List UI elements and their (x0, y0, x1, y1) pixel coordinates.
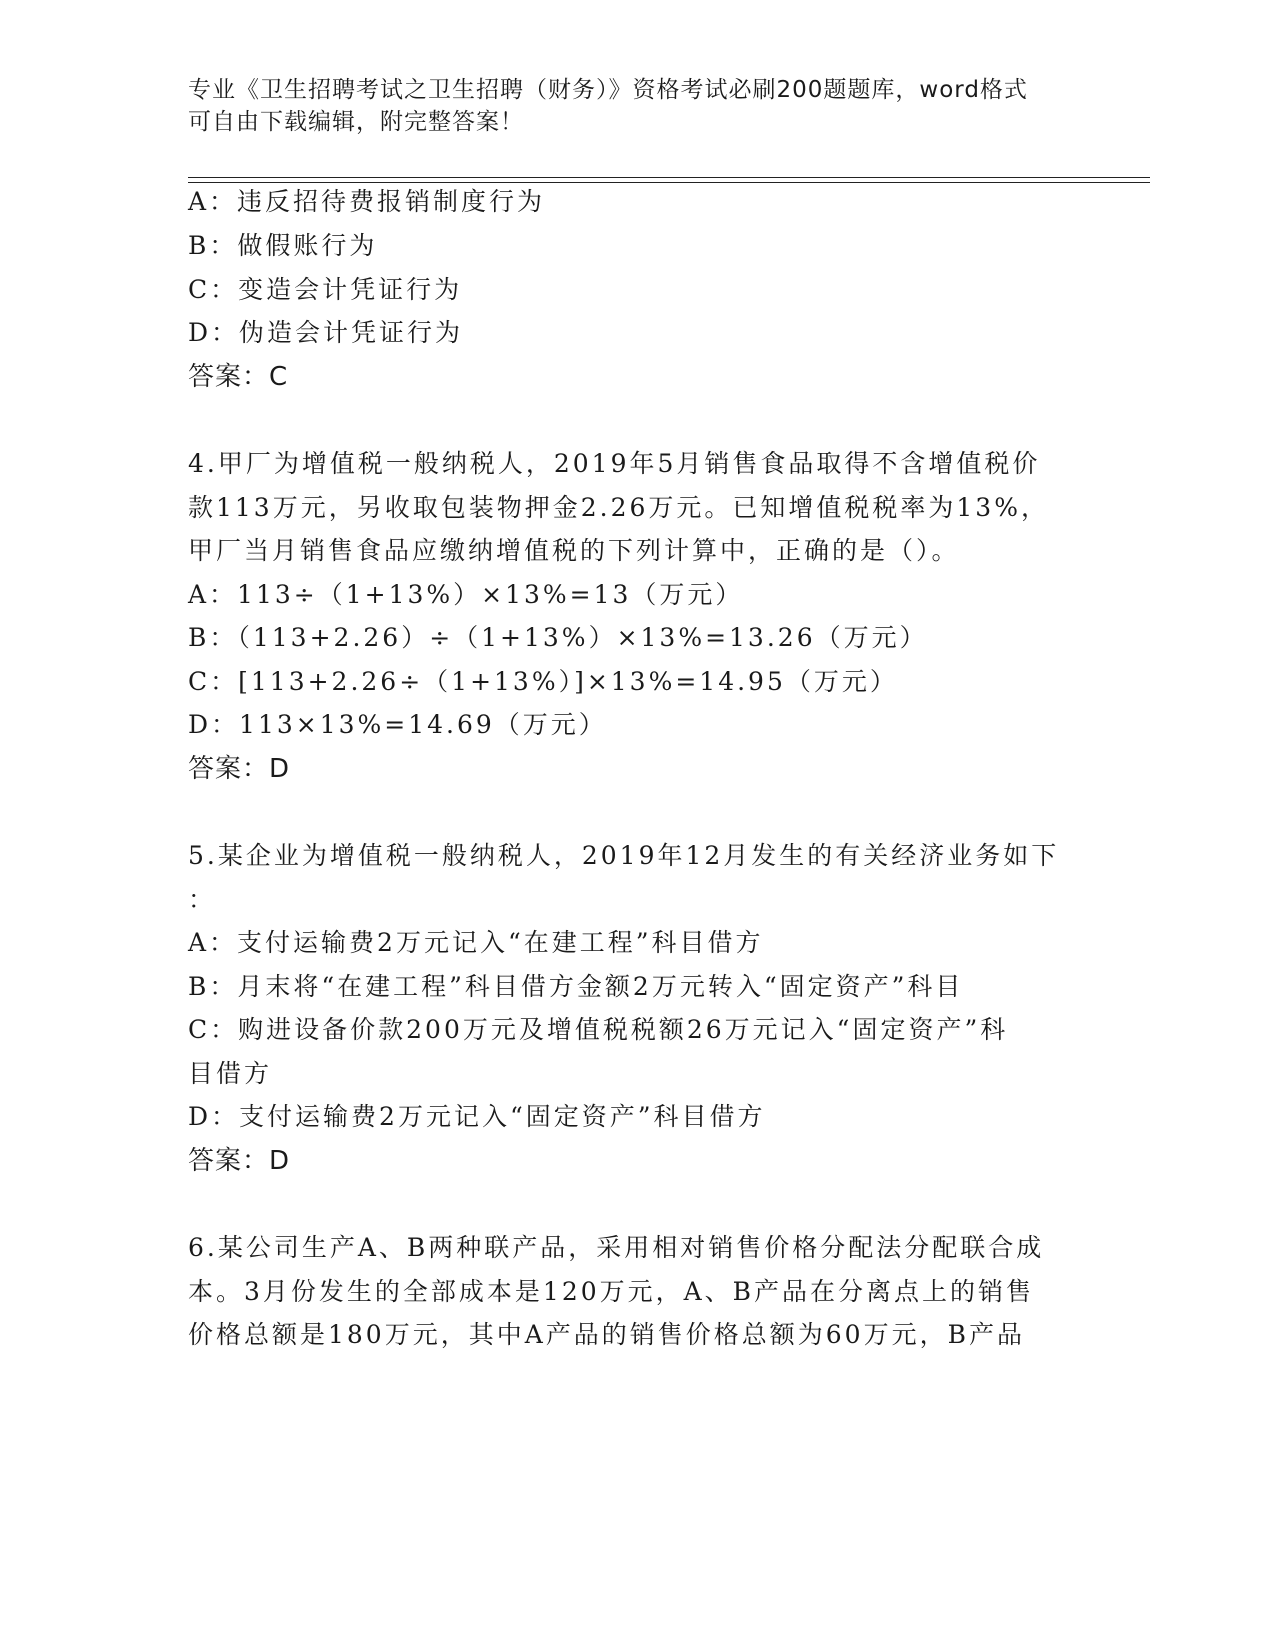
header-line: 可自由下载编辑，附完整答案！ (188, 109, 524, 135)
option-c: C：购进设备价款200万元及增值税税额26万元记入“固定资产”科 (188, 1015, 1009, 1044)
option-c-continued: 目借方 (188, 1059, 273, 1088)
answer-line: 答案：D (188, 754, 291, 784)
option-d: D：支付运输费2万元记入“固定资产”科目借方 (188, 1102, 766, 1131)
option-c: C：变造会计凭证行为 (188, 275, 463, 304)
option-a: A：支付运输费2万元记入“在建工程”科目借方 (188, 928, 764, 957)
question-stem-line: 款113万元，另收取包装物押金2.26万元。已知增值税税率为13%， (188, 493, 1049, 522)
answer-line: 答案：D (188, 1146, 291, 1176)
header-divider (188, 177, 1150, 178)
question-stem-line: 甲厂当月销售食品应缴纳增值税的下列计算中，正确的是（）。 (188, 536, 960, 565)
question-stem-line: 6.某公司生产A、B两种联产品，采用相对销售价格分配法分配联合成 (188, 1233, 1045, 1262)
question-stem-line: 4.甲厂为增值税一般纳税人，2019年5月销售食品取得不含增值税价 (188, 449, 1041, 478)
option-a: A：113÷（1+13%）×13%=13（万元） (188, 580, 744, 609)
answer-line: 答案：C (188, 362, 289, 392)
question-stem-line: 5.某企业为增值税一般纳税人，2019年12月发生的有关经济业务如下 (188, 841, 1060, 870)
question-stem-line: 本。3月份发生的全部成本是120万元，A、B产品在分离点上的销售 (188, 1277, 1035, 1306)
option-b: B：做假账行为 (188, 231, 378, 260)
option-b: B：（113+2.26）÷（1+13%）×13%=13.26（万元） (188, 623, 928, 652)
option-d: D：113×13%=14.69（万元） (188, 710, 607, 739)
header-divider (188, 182, 1150, 183)
option-d: D：伪造会计凭证行为 (188, 318, 464, 347)
question-stem-line: ： (188, 885, 217, 914)
question-stem-line: 价格总额是180万元，其中A产品的销售价格总额为60万元，B产品 (188, 1320, 1025, 1349)
option-b: B：月末将“在建工程”科目借方金额2万元转入“固定资产”科目 (188, 972, 964, 1001)
header-note (188, 74, 1088, 138)
option-c: C：[113+2.26÷（1+13%）]×13%=14.95（万元） (188, 667, 898, 696)
option-a: A：违反招待费报销制度行为 (188, 187, 546, 216)
header-line: 专业《卫生招聘考试之卫生招聘（财务）》资格考试必刷200题题库，word格式 (188, 77, 1028, 103)
